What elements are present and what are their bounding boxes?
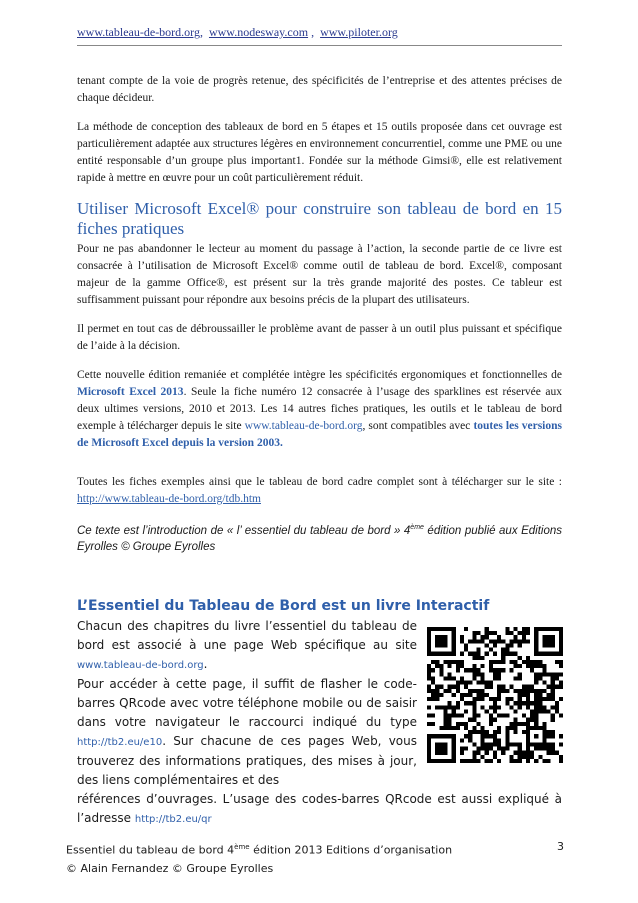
header-links	[77, 25, 398, 40]
s2-text: Pour accéder à cette page, il suffit de flasher le code-barres QRcode avec votre téléphone mobile ou de saisir dans votre navigateur le raccourci indiqué du type	[77, 677, 417, 729]
paragraph-2: La méthode de conception des tableaux de bord en 5 étapes et 15 outils proposée dans cet ouvrage est particulièrement adaptée aux structures légères en environnement concurrentiel, comme une PME ou une entité responsable d’un groupe plus important1. Fondée sur la méthode Gimsi®, elle est relativement rapide à mettre en œuvre pour un coût particulièrement réduit.	[77, 121, 562, 184]
footer-text: édition 2013 Editions d’organisation	[249, 843, 453, 857]
footer-text: Essentiel du tableau de bord 4	[66, 843, 235, 857]
footer-line-2: © Alain Fernandez © Groupe Eyrolles	[66, 861, 274, 875]
p6-text: Toutes les fiches exemples ainsi que le tableau de bord cadre complet sont à télécharger sur le site :	[77, 476, 562, 488]
s2-text: Chacun des chapitres du livre l’essentiel du tableau de bord est associé à une page Web spécifique au site	[77, 619, 417, 652]
p7-text: Ce texte est l’introduction de « l’ essentiel du tableau de bord » 4	[77, 524, 411, 537]
p5-site-link[interactable]: www.tableau-de-bord.org	[244, 420, 363, 432]
main-text	[77, 73, 562, 567]
p5-text: . Seule la fiche numéro 12 consacrée à l’usage des sparklines est réservée aux deux ultimes versions, 2010 et 2013. Les 14 autres fiches pratiques, les outils et le tableau de bord exemple à télécharger depuis le site	[77, 386, 562, 432]
header-sep: ,	[311, 25, 315, 39]
p5-excel-2013: Microsoft Excel 2013	[77, 386, 184, 398]
footer-line-1	[66, 838, 564, 860]
page-footer	[66, 838, 564, 878]
s2-text: références d’ouvrages. L’usage des codes-barres QRcode est aussi expliqué à l’adresse	[77, 792, 562, 825]
interactive-text-2	[77, 675, 417, 790]
header-rule	[77, 45, 562, 46]
interactive-text-3	[77, 790, 562, 829]
p7-sup: ème	[410, 524, 424, 531]
header-link-tableau[interactable]: www.tableau-de-bord.org	[77, 25, 200, 39]
paragraph-4: Il permet en tout cas de débroussailler le problème avant de passer à un outil plus puissant et spécifique de l’aide à la décision.	[77, 323, 562, 352]
footer-sup: ème	[234, 843, 250, 851]
s2-text: . Sur chacune de ces pages Web, vous trouverez des informations pratiques, des mises à jour, des liens complémentaires et des	[77, 734, 417, 787]
page-number: 3	[557, 840, 564, 853]
header-link-piloter[interactable]: www.piloter.org	[320, 25, 398, 39]
p5-text: , sont compatibles avec	[362, 420, 474, 432]
p5-versions: toutes les versions de Microsoft Excel depuis la version 2003.	[77, 420, 562, 449]
s2-site-link[interactable]: www.tableau-de-bord.org	[77, 660, 204, 671]
s2-qr-link[interactable]: http://tb2.eu/qr	[134, 814, 212, 825]
p6-download-link[interactable]: http://www.tableau-de-bord.org/tdb.htm	[77, 493, 261, 505]
interactive-heading: L’Essentiel du Tableau de Bord est un livre Interactif	[77, 598, 490, 614]
paragraph-3: Pour ne pas abandonner le lecteur au moment du passage à l’action, la seconde partie de ce livre est consacrée à l’utilisation de Microsoft Excel® comme outil de tableau de bord. Excel®, composant majeur de la gamme Office®, est présent sur la très grande majorité des postes. Ce tableur est suffisamment puissant pour répondre aux besoins précis de la plupart des utilisateurs.	[77, 243, 562, 306]
header-sep: ,	[199, 25, 203, 39]
interactive-text-1	[77, 617, 417, 675]
s2-shortlink[interactable]: http://tb2.eu/e10	[77, 737, 163, 748]
header-link-nodesway[interactable]: www.nodesway.com	[208, 25, 309, 39]
paragraph-7	[77, 520, 562, 555]
paragraph-6	[77, 474, 562, 508]
qrcode-image	[427, 627, 563, 763]
p5-text: Cette nouvelle édition remaniée et complétée intègre les spécificités ergonomiques et fonctionnelles de	[77, 369, 562, 381]
section-heading: Utiliser Microsoft Excel® pour construire son tableau de bord en 15 fiches pratiques	[77, 199, 562, 238]
s2-text: .	[203, 657, 208, 671]
paragraph-5	[77, 367, 562, 452]
paragraph-1: tenant compte de la voie de progrès retenue, des spécificités de l’entreprise et des attentes précises de chaque décideur.	[77, 75, 562, 104]
p7-text: édition publié aux Editions Eyrolles © Groupe Eyrolles	[77, 524, 562, 553]
